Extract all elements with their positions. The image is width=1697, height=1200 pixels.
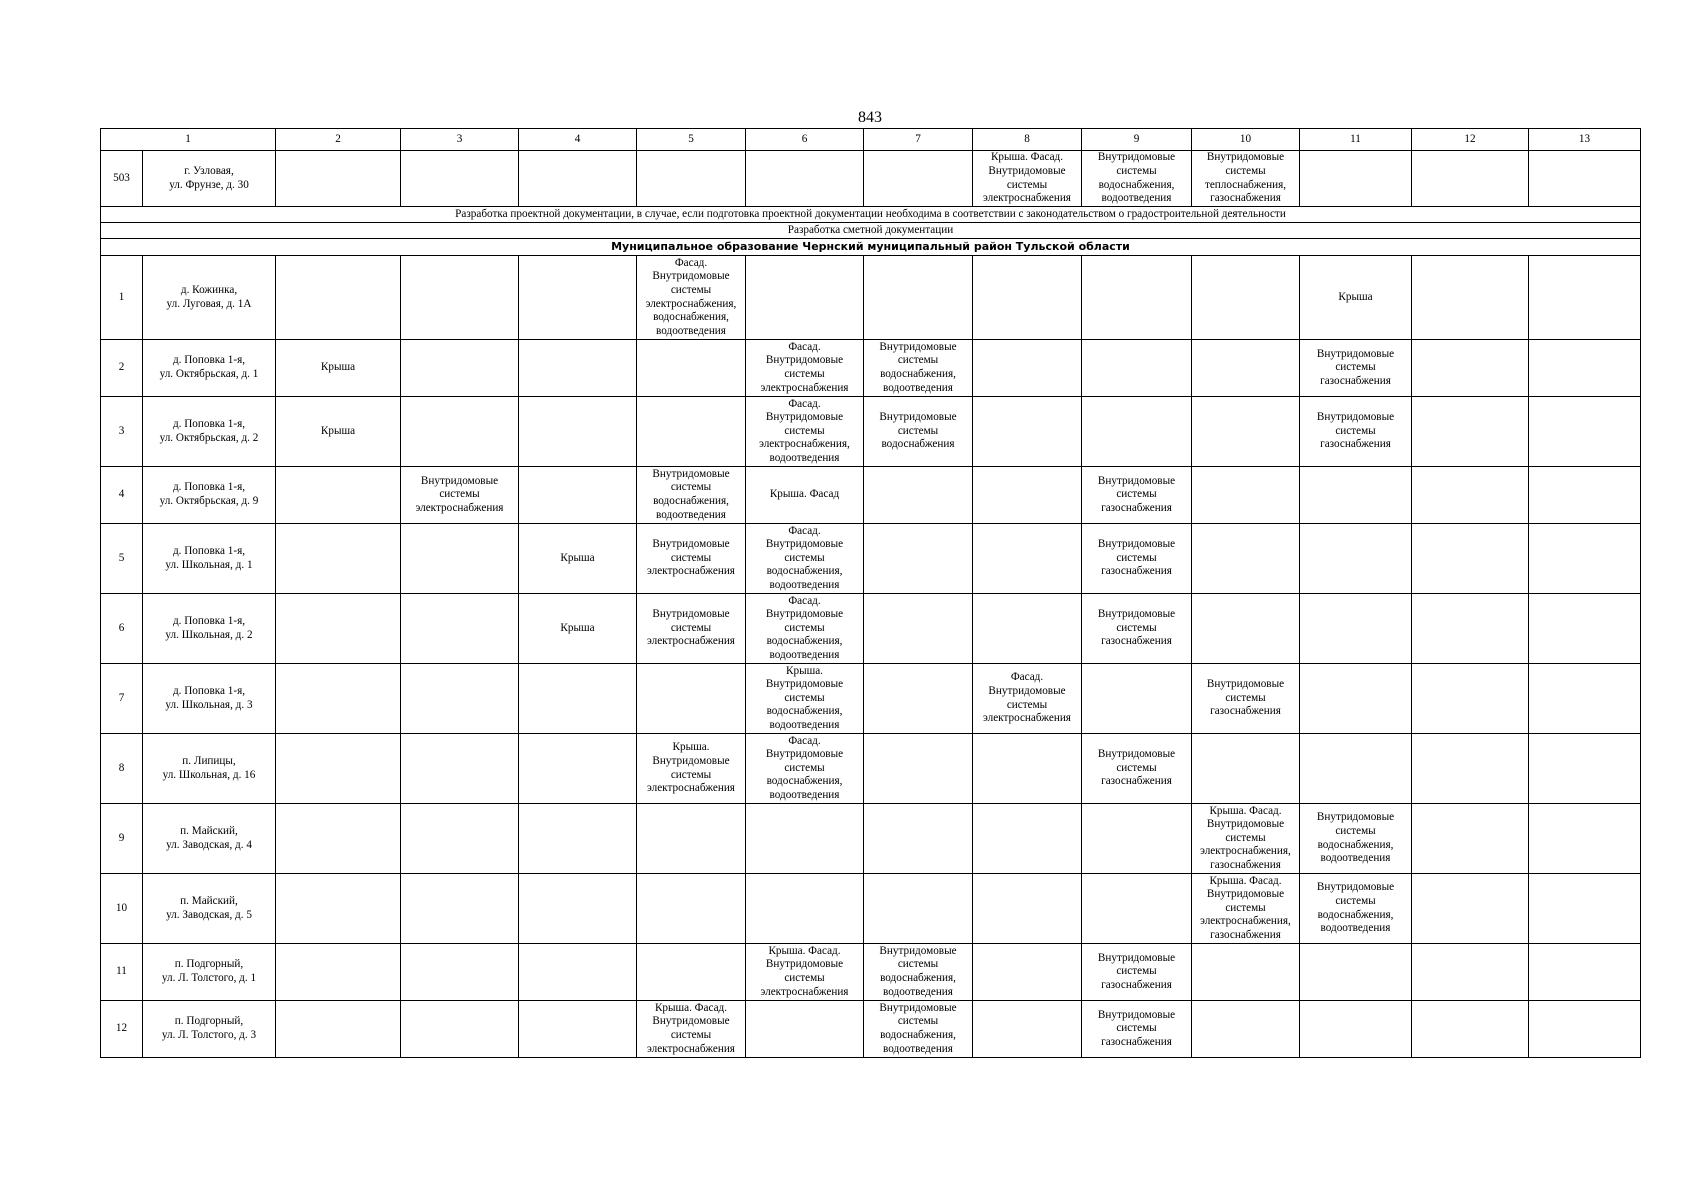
column-header: 8 bbox=[973, 129, 1082, 151]
work-cell: Внутридомовые системы газоснабжения bbox=[1300, 340, 1412, 397]
work-cell bbox=[1529, 524, 1641, 594]
work-cell bbox=[973, 1001, 1082, 1058]
work-cell bbox=[276, 256, 401, 340]
work-cell bbox=[1300, 734, 1412, 804]
work-cell bbox=[1192, 1001, 1300, 1058]
row-number: 11 bbox=[101, 944, 143, 1001]
work-cell: Фасад. Внутридомовые системы водоснабжения, водоотведения bbox=[746, 524, 864, 594]
work-cell bbox=[973, 524, 1082, 594]
work-cell bbox=[401, 664, 519, 734]
work-cell bbox=[864, 874, 973, 944]
work-cell bbox=[746, 256, 864, 340]
work-cell: Внутридомовые системы водоснабжения, водоотведения bbox=[1300, 874, 1412, 944]
work-cell: Внутридомовые системы водоснабжения, водоотведения bbox=[637, 467, 746, 524]
work-cell: Крыша. Фасад. Внутридомовые системы электроснабжения, газоснабжения bbox=[1192, 874, 1300, 944]
work-cell bbox=[401, 524, 519, 594]
work-cell bbox=[401, 874, 519, 944]
work-cell bbox=[401, 151, 519, 207]
work-cell bbox=[1082, 256, 1192, 340]
work-cell: Крыша. Внутридомовые системы электроснабжения bbox=[637, 734, 746, 804]
column-header: 5 bbox=[637, 129, 746, 151]
work-cell bbox=[1412, 664, 1529, 734]
work-cell bbox=[864, 151, 973, 207]
work-cell bbox=[864, 804, 973, 874]
work-cell bbox=[519, 340, 637, 397]
section-heading-row bbox=[101, 223, 1641, 239]
work-cell bbox=[973, 397, 1082, 467]
work-cell bbox=[1529, 256, 1641, 340]
repair-schedule-table bbox=[100, 128, 1641, 1058]
address-cell: п. Подгорный, ул. Л. Толстого, д. 1 bbox=[143, 944, 276, 1001]
work-cell bbox=[1082, 664, 1192, 734]
work-cell bbox=[276, 664, 401, 734]
work-cell: Внутридомовые системы газоснабжения bbox=[1300, 397, 1412, 467]
work-cell bbox=[1300, 467, 1412, 524]
work-cell: Крыша bbox=[1300, 256, 1412, 340]
work-cell bbox=[1082, 340, 1192, 397]
work-cell bbox=[519, 397, 637, 467]
work-cell bbox=[637, 804, 746, 874]
work-cell: Внутридомовые системы водоснабжения, водоотведения bbox=[1300, 804, 1412, 874]
address-cell: п. Липицы, ул. Школьная, д. 16 bbox=[143, 734, 276, 804]
work-cell bbox=[519, 874, 637, 944]
work-cell bbox=[1529, 804, 1641, 874]
column-header: 11 bbox=[1300, 129, 1412, 151]
work-cell bbox=[864, 467, 973, 524]
work-cell bbox=[1412, 397, 1529, 467]
table-row bbox=[101, 524, 1641, 594]
work-cell: Внутридомовые системы электроснабжения bbox=[401, 467, 519, 524]
work-cell bbox=[1529, 874, 1641, 944]
row-number: 4 bbox=[101, 467, 143, 524]
work-cell bbox=[276, 874, 401, 944]
address-cell: г. Узловая, ул. Фрунзе, д. 30 bbox=[143, 151, 276, 207]
row-number: 6 bbox=[101, 594, 143, 664]
work-cell bbox=[973, 340, 1082, 397]
work-cell: Внутридомовые системы водоснабжения, водоотведения bbox=[864, 340, 973, 397]
address-cell: д. Поповка 1-я, ул. Октябрьская, д. 1 bbox=[143, 340, 276, 397]
work-cell: Крыша. Фасад. Внутридомовые системы электроснабжения, газоснабжения bbox=[1192, 804, 1300, 874]
table-row bbox=[101, 804, 1641, 874]
work-cell bbox=[746, 1001, 864, 1058]
work-cell bbox=[276, 734, 401, 804]
row-number: 8 bbox=[101, 734, 143, 804]
work-cell bbox=[519, 151, 637, 207]
work-cell bbox=[864, 664, 973, 734]
work-cell bbox=[1082, 397, 1192, 467]
column-header: 9 bbox=[1082, 129, 1192, 151]
column-header: 3 bbox=[401, 129, 519, 151]
work-cell bbox=[973, 944, 1082, 1001]
work-cell bbox=[401, 1001, 519, 1058]
work-cell bbox=[519, 467, 637, 524]
work-cell bbox=[973, 256, 1082, 340]
column-header: 2 bbox=[276, 129, 401, 151]
work-cell: Внутридомовые системы водоснабжения, водоотведения bbox=[864, 1001, 973, 1058]
work-cell bbox=[519, 1001, 637, 1058]
work-cell bbox=[1529, 944, 1641, 1001]
table-body bbox=[101, 129, 1641, 1058]
address-cell: д. Поповка 1-я, ул. Школьная, д. 3 bbox=[143, 664, 276, 734]
work-cell bbox=[1300, 594, 1412, 664]
work-cell bbox=[1412, 524, 1529, 594]
work-cell: Фасад. Внутридомовые системы электроснабжения, водоснабжения, водоотведения bbox=[637, 256, 746, 340]
work-cell bbox=[973, 734, 1082, 804]
address-cell: п. Подгорный, ул. Л. Толстого, д. 3 bbox=[143, 1001, 276, 1058]
work-cell: Внутридомовые системы газоснабжения bbox=[1082, 524, 1192, 594]
row-number: 9 bbox=[101, 804, 143, 874]
address-cell: п. Майский, ул. Заводская, д. 5 bbox=[143, 874, 276, 944]
work-cell: Фасад. Внутридомовые системы водоснабжения, водоотведения bbox=[746, 734, 864, 804]
work-cell bbox=[637, 874, 746, 944]
work-cell bbox=[864, 734, 973, 804]
work-cell bbox=[1192, 944, 1300, 1001]
work-cell bbox=[276, 594, 401, 664]
work-cell bbox=[1529, 1001, 1641, 1058]
column-header-row bbox=[101, 129, 1641, 151]
work-cell bbox=[519, 734, 637, 804]
row-number: 2 bbox=[101, 340, 143, 397]
work-cell bbox=[1192, 734, 1300, 804]
row-number: 3 bbox=[101, 397, 143, 467]
work-cell: Крыша bbox=[519, 524, 637, 594]
work-cell bbox=[1412, 340, 1529, 397]
work-cell: Внутридомовые системы водоснабжения bbox=[864, 397, 973, 467]
address-cell: д. Поповка 1-я, ул. Октябрьская, д. 9 bbox=[143, 467, 276, 524]
work-cell: Крыша. Фасад bbox=[746, 467, 864, 524]
work-cell bbox=[637, 944, 746, 1001]
address-cell: п. Майский, ул. Заводская, д. 4 bbox=[143, 804, 276, 874]
work-cell bbox=[276, 467, 401, 524]
work-cell bbox=[401, 944, 519, 1001]
work-cell bbox=[1529, 594, 1641, 664]
work-cell bbox=[973, 804, 1082, 874]
work-cell bbox=[864, 524, 973, 594]
work-cell bbox=[1412, 594, 1529, 664]
work-cell bbox=[864, 594, 973, 664]
work-cell bbox=[1412, 256, 1529, 340]
work-cell bbox=[1529, 397, 1641, 467]
work-cell bbox=[1412, 944, 1529, 1001]
table-row bbox=[101, 467, 1641, 524]
work-cell: Крыша. Фасад. Внутридомовые системы электроснабжения bbox=[746, 944, 864, 1001]
table-row bbox=[101, 151, 1641, 207]
work-cell bbox=[1529, 151, 1641, 207]
row-number: 1 bbox=[101, 256, 143, 340]
work-cell bbox=[637, 340, 746, 397]
work-cell bbox=[519, 804, 637, 874]
work-cell bbox=[1192, 524, 1300, 594]
work-cell bbox=[401, 340, 519, 397]
work-cell: Фасад. Внутридомовые системы электроснабжения bbox=[973, 664, 1082, 734]
work-cell bbox=[519, 664, 637, 734]
work-cell bbox=[276, 1001, 401, 1058]
column-header: 13 bbox=[1529, 129, 1641, 151]
work-cell bbox=[637, 664, 746, 734]
work-cell bbox=[1192, 340, 1300, 397]
work-cell bbox=[276, 944, 401, 1001]
work-cell bbox=[519, 944, 637, 1001]
work-cell: Крыша bbox=[519, 594, 637, 664]
municipality-heading-row bbox=[101, 239, 1641, 256]
work-cell: Внутридомовые системы газоснабжения bbox=[1082, 467, 1192, 524]
work-cell: Фасад. Внутридомовые системы электроснабжения bbox=[746, 340, 864, 397]
work-cell bbox=[1529, 734, 1641, 804]
work-cell: Крыша bbox=[276, 397, 401, 467]
work-cell: Фасад. Внутридомовые системы водоснабжения, водоотведения bbox=[746, 594, 864, 664]
work-cell: Внутридомовые системы газоснабжения bbox=[1082, 734, 1192, 804]
table-row bbox=[101, 944, 1641, 1001]
work-cell bbox=[746, 151, 864, 207]
section-heading-row bbox=[101, 207, 1641, 223]
work-cell: Внутридомовые системы газоснабжения bbox=[1082, 944, 1192, 1001]
work-cell bbox=[1412, 874, 1529, 944]
work-cell bbox=[1300, 151, 1412, 207]
work-cell: Фасад. Внутридомовые системы электроснабжения, водоотведения bbox=[746, 397, 864, 467]
work-cell: Внутридомовые системы водоснабжения, водоотведения bbox=[1082, 151, 1192, 207]
work-cell bbox=[864, 256, 973, 340]
work-cell bbox=[1300, 664, 1412, 734]
address-cell: д. Поповка 1-я, ул. Школьная, д. 1 bbox=[143, 524, 276, 594]
work-cell bbox=[973, 594, 1082, 664]
work-cell bbox=[637, 151, 746, 207]
address-cell: д. Поповка 1-я, ул. Школьная, д. 2 bbox=[143, 594, 276, 664]
section-heading: Разработка сметной документации bbox=[101, 223, 1641, 239]
row-number: 5 bbox=[101, 524, 143, 594]
column-header: 7 bbox=[864, 129, 973, 151]
work-cell: Крыша bbox=[276, 340, 401, 397]
work-cell: Крыша. Внутридомовые системы водоснабжения, водоотведения bbox=[746, 664, 864, 734]
work-cell bbox=[1192, 256, 1300, 340]
work-cell bbox=[1300, 944, 1412, 1001]
address-cell: д. Кожинка, ул. Луговая, д. 1А bbox=[143, 256, 276, 340]
work-cell bbox=[401, 397, 519, 467]
work-cell bbox=[401, 734, 519, 804]
work-cell bbox=[1300, 524, 1412, 594]
table-row bbox=[101, 256, 1641, 340]
column-header: 4 bbox=[519, 129, 637, 151]
work-cell bbox=[519, 256, 637, 340]
work-cell bbox=[637, 397, 746, 467]
work-cell bbox=[973, 467, 1082, 524]
work-cell: Внутридомовые системы газоснабжения bbox=[1082, 594, 1192, 664]
row-number: 7 bbox=[101, 664, 143, 734]
work-cell bbox=[1300, 1001, 1412, 1058]
work-cell: Внутридомовые системы газоснабжения bbox=[1192, 664, 1300, 734]
table-row bbox=[101, 664, 1641, 734]
table-row bbox=[101, 594, 1641, 664]
work-cell bbox=[1529, 664, 1641, 734]
municipality-heading: Муниципальное образование Чернский муниципальный район Тульской области bbox=[101, 239, 1641, 256]
work-cell: Внутридомовые системы электроснабжения bbox=[637, 524, 746, 594]
table-row bbox=[101, 734, 1641, 804]
section-heading: Разработка проектной документации, в случае, если подготовка проектной документации необходима в соответствии с законодательством о градостроительной деятельности bbox=[101, 207, 1641, 223]
table-row bbox=[101, 397, 1641, 467]
work-cell bbox=[401, 256, 519, 340]
table-row bbox=[101, 874, 1641, 944]
work-cell bbox=[746, 874, 864, 944]
work-cell bbox=[401, 594, 519, 664]
work-cell bbox=[1192, 397, 1300, 467]
work-cell bbox=[1082, 874, 1192, 944]
page-number: 843 bbox=[858, 109, 882, 126]
work-cell bbox=[1192, 594, 1300, 664]
work-cell: Внутридомовые системы электроснабжения bbox=[637, 594, 746, 664]
work-cell bbox=[1412, 1001, 1529, 1058]
row-number: 12 bbox=[101, 1001, 143, 1058]
column-header: 6 bbox=[746, 129, 864, 151]
work-cell bbox=[746, 804, 864, 874]
work-cell: Внутридомовые системы теплоснабжения, газоснабжения bbox=[1192, 151, 1300, 207]
table-row bbox=[101, 1001, 1641, 1058]
work-cell bbox=[276, 151, 401, 207]
row-number: 503 bbox=[101, 151, 143, 207]
work-cell bbox=[276, 804, 401, 874]
work-cell bbox=[1412, 467, 1529, 524]
work-cell bbox=[1412, 734, 1529, 804]
work-cell: Крыша. Фасад. Внутридомовые системы электроснабжения bbox=[637, 1001, 746, 1058]
work-cell bbox=[1192, 467, 1300, 524]
work-cell bbox=[973, 874, 1082, 944]
column-header: 12 bbox=[1412, 129, 1529, 151]
work-cell bbox=[1412, 804, 1529, 874]
work-cell: Внутридомовые системы газоснабжения bbox=[1082, 1001, 1192, 1058]
work-cell bbox=[276, 524, 401, 594]
table-row bbox=[101, 340, 1641, 397]
work-cell: Крыша. Фасад. Внутридомовые системы электроснабжения bbox=[973, 151, 1082, 207]
work-cell bbox=[1412, 151, 1529, 207]
column-header: 10 bbox=[1192, 129, 1300, 151]
work-cell bbox=[1082, 804, 1192, 874]
row-number: 10 bbox=[101, 874, 143, 944]
work-cell bbox=[1529, 467, 1641, 524]
column-header: 1 bbox=[101, 129, 276, 151]
work-cell: Внутридомовые системы водоснабжения, водоотведения bbox=[864, 944, 973, 1001]
work-cell bbox=[401, 804, 519, 874]
work-cell bbox=[1529, 340, 1641, 397]
address-cell: д. Поповка 1-я, ул. Октябрьская, д. 2 bbox=[143, 397, 276, 467]
